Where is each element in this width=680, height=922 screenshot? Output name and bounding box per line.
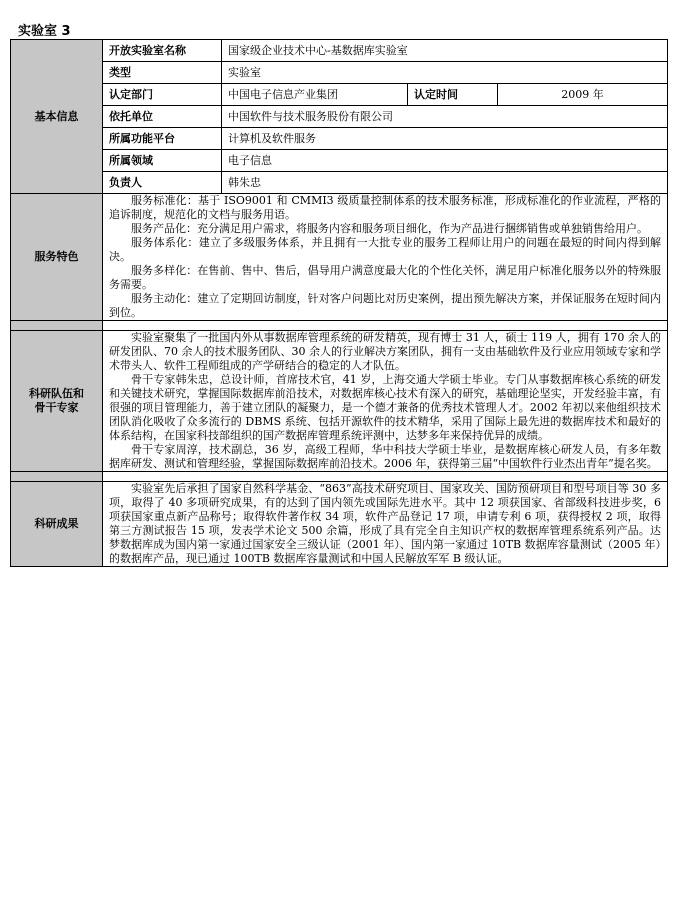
value-unit: 中国软件与技术服务股份有限公司 [222,106,668,128]
team-paragraph: 骨干专家韩朱忠，总设计师，首席技术官，41 岁，上海交通大学硕士毕业。专门从事数据库核心系统的研发和关键技术研究，掌握国际数据库前沿技术，对数据库核心技术有深入的研究，基础理论坚实，开发经验丰富，有很强的项目管理能力，善于建立团队的凝聚力，是一个德才兼备的优秀技术管理人才。2002 年初以来他组织技术团队消化吸收了众多流行的 DBMS 系统、包括开源软件的技术精华，采用了国际上最先进的数据库技术和最好的体系结构，在国家科技部组织的国产数据库管理系统评测中，达梦多年来保持优异的成绩。 [109,373,662,442]
page-heading: 实验室 3 [18,24,71,39]
section-label-service: 服务特色 [11,194,103,321]
row-results [11,482,668,567]
label-lab-name: 开放实验室名称 [103,40,222,62]
service-paragraph: 服务标准化：基于 ISO9001 和 CMMI3 级质量控制体系的技术服务标准，形成标准化的作业流程，严格的追诉制度，规范化的文档与服务用语。 [109,194,662,221]
value-field: 电子信息 [222,150,668,172]
label-platform: 所属功能平台 [103,128,222,150]
row-unit [11,106,668,128]
gap-cell [103,321,668,331]
service-paragraph: 服务体系化：建立了多级服务体系，并且拥有一大批专业的服务工程师让用户的问题在最短的时间内得到解决。 [109,236,662,263]
gap-cell [103,472,668,482]
row-gap [11,321,668,331]
service-paragraph: 服务主动化：建立了定期回访制度，针对客户问题比对历史案例，提出预先解决方案，并保证服务在短时间内到位。 [109,292,662,319]
label-dept: 认定部门 [103,84,222,106]
value-platform: 计算机及软件服务 [222,128,668,150]
row-service [11,194,668,321]
row-dept [11,84,668,106]
section-label-team [11,331,103,472]
label-type: 类型 [103,62,222,84]
row-platform [11,128,668,150]
row-head [11,172,668,194]
row-field [11,150,668,172]
team-paragraph: 骨干专家周淳，技术副总，36 岁，高级工程师，华中科技大学硕士毕业，是数据库核心研发人员，有多年数据库研发、测试和管理经验，掌握国际数据库前沿技术。2006 年，获得第三届“中国软件行业杰出青年”提名奖。 [109,443,662,470]
value-type: 实验室 [222,62,668,84]
row-gap [11,472,668,482]
lab-info-table [10,39,668,567]
label-unit: 依托单位 [103,106,222,128]
results-text [103,482,668,567]
value-lab-name: 国家级企业技术中心-基数据库实验室 [222,40,668,62]
row-type [11,62,668,84]
label-head: 负责人 [103,172,222,194]
label-field: 所属领域 [103,150,222,172]
service-text [103,194,668,321]
value-dept: 中国电子信息产业集团 [222,84,408,106]
team-label-line: 科研队伍和 [29,387,84,400]
gap-cell [11,472,103,482]
service-paragraph: 服务多样化：在售前、售中、售后，倡导用户满意度最大化的个性化关怀，满足用户标准化服务以外的特殊服务需要。 [109,264,662,291]
team-paragraph: 实验室聚集了一批国内外从事数据库管理系统的研发精英，现有博士 31 人，硕士 119 人，拥有 170 余人的研发团队、70 余人的技术服务团队、30 余人的行业解决方案团队，拥有一支由基础软件及行业应用领域专家和学术带头人、软件工程师组成的产学研结合的稳定的人才队伍。 [109,331,662,372]
label-time: 认定时间 [408,84,498,106]
section-label-results: 科研成果 [11,482,103,567]
gap-cell [11,321,103,331]
team-label-line: 骨干专家 [34,401,79,414]
value-time: 2009 年 [498,84,668,106]
section-label-basic-info: 基本信息 [11,40,103,194]
service-paragraph: 服务产品化：充分满足用户需求，将服务内容和服务项目细化，作为产品进行捆绑销售或单独销售给用户。 [131,222,648,235]
row-name [11,40,668,62]
team-text [103,331,668,472]
value-head: 韩朱忠 [222,172,668,194]
results-paragraph: 实验室先后承担了国家自然科学基金、“863”高技术研究项目、国家攻关、国防预研项目和型号项目等 30 多项，取得了 40 多项研究成果，有的达到了国内领先或国际先进水平。其中 12 项获国家、省部级科技进步奖，6 项获国家重点新产品称号；取得软件著作权 34 项，软件产品登记 17 项，申请专利 6 项，获得授权 2 项，取得第三方测试报告 15 项，发表学术论文 500 余篇，形成了具有完全自主知识产权的数据库管理系统系列产品。达梦数据库成为国内第一家通过国家安全三级认证（2001 年）、国内第一家通过 10TB 数据库容量测试（2005 年）的数据库产品，现已通过 100TB 数据库容量测试和中国人民解放军军 B 级认证。 [109,482,662,565]
row-team [11,331,668,472]
